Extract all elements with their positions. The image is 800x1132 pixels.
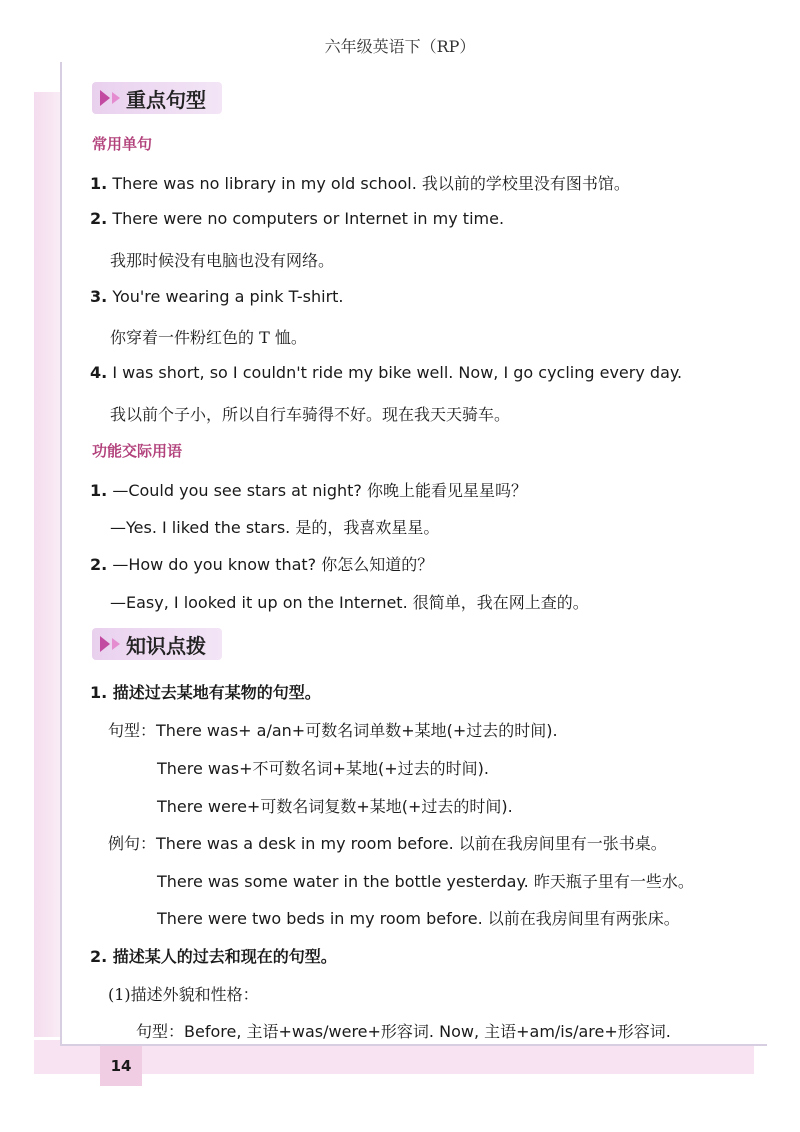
arrow-icon [100, 90, 110, 106]
sentence-en: There was no library in my old school. [112, 174, 417, 193]
dialogue-en: —Could you see stars at night? [112, 481, 362, 500]
sentence-1 [90, 171, 630, 194]
dialogue-1-answer [110, 515, 439, 538]
sentence-cn: 我以前个子小，所以自行车骑得不好。现在我天天骑车。 [110, 405, 511, 424]
item-number: 2. [90, 555, 108, 574]
page-header-title: 六年级英语下（RP） [324, 37, 476, 56]
example-cn: 昨天瓶子里有一些水。 [533, 872, 694, 891]
example-cn: 以前在我房间里有一张书桌。 [458, 834, 667, 853]
section-title: 重点句型 [126, 87, 206, 112]
subpoint-label: (1)描述外貌和性格： [108, 985, 259, 1004]
sentence-cn: 你穿着一件粉红色的 T 恤。 [110, 328, 307, 347]
pattern-text: Before, 主语+was/were+形容词. Now, 主语+am/is/are+形容词. [184, 1022, 671, 1041]
pattern-label: 句型： [108, 721, 157, 740]
example-en: There was some water in the bottle yesterday. [157, 872, 529, 891]
dialogue-cn: 你怎么知道的？ [321, 555, 434, 574]
example-row-1 [108, 831, 667, 854]
pattern-label: 句型： [136, 1022, 185, 1041]
page-number: 14 [100, 1046, 142, 1086]
sentence-en: There were no computers or Internet in my time. [112, 209, 505, 228]
subheading-common: 常用单句 [92, 135, 153, 153]
sentence-cn: 我那时候没有电脑也没有网络。 [110, 251, 335, 270]
item-number: 1. [90, 174, 108, 193]
page-edge-shadow [34, 92, 60, 1037]
sentence-3 [90, 287, 344, 306]
sentence-en: I was short, so I couldn't ride my bike well. Now, I go cycling every day. [112, 363, 683, 382]
pattern-row-2 [136, 1019, 671, 1042]
subheading-functional: 功能交际用语 [92, 442, 183, 460]
example-en: There was a desk in my room before. [156, 834, 454, 853]
item-number: 2. [90, 209, 108, 228]
dialogue-2-answer [110, 590, 589, 613]
dialogue-en: —Easy, I looked it up on the Internet. [110, 593, 408, 612]
dialogue-en: —How do you know that? [112, 555, 317, 574]
sentence-cn: 我以前的学校里没有图书馆。 [421, 174, 630, 193]
sentence-2 [90, 209, 504, 228]
dialogue-2-question [90, 552, 433, 575]
arrow-icon [112, 638, 120, 650]
pattern-text: There was+不可数名词+某地(+过去的时间). [157, 759, 489, 778]
item-number: 4. [90, 363, 108, 382]
section-badge-key-sentences [92, 82, 222, 114]
dialogue-en: —Yes. I liked the stars. [110, 518, 291, 537]
sentence-en: You're wearing a pink T-shirt. [112, 287, 344, 306]
section-title: 知识点拨 [126, 633, 206, 658]
sentence-4 [90, 363, 682, 382]
knowledge-point-2-title: 2. 描述某人的过去和现在的句型。 [90, 947, 337, 966]
example-label: 例句： [108, 834, 157, 853]
section-badge-knowledge [92, 628, 222, 660]
item-number: 3. [90, 287, 108, 306]
pattern-text: There was+ a/an+可数名词单数+某地(+过去的时间). [156, 721, 558, 740]
arrow-icon [100, 636, 110, 652]
item-number: 1. [90, 481, 108, 500]
example-en: There were two beds in my room before. [157, 909, 483, 928]
dialogue-cn: 很简单，我在网上查的。 [412, 593, 589, 612]
example-cn: 以前在我房间里有两张床。 [487, 909, 680, 928]
knowledge-point-1-title: 1. 描述过去某地有某物的句型。 [90, 683, 321, 702]
pattern-text: There were+可数名词复数+某地(+过去的时间). [157, 797, 513, 816]
dialogue-cn: 你晚上能看见星星吗？ [367, 481, 528, 500]
pattern-row-1 [108, 718, 558, 741]
arrow-icon [112, 92, 120, 104]
example-row-2 [157, 869, 694, 892]
example-row-3 [157, 906, 680, 929]
dialogue-cn: 是的，我喜欢星星。 [295, 518, 440, 537]
dialogue-1-question [90, 478, 527, 501]
